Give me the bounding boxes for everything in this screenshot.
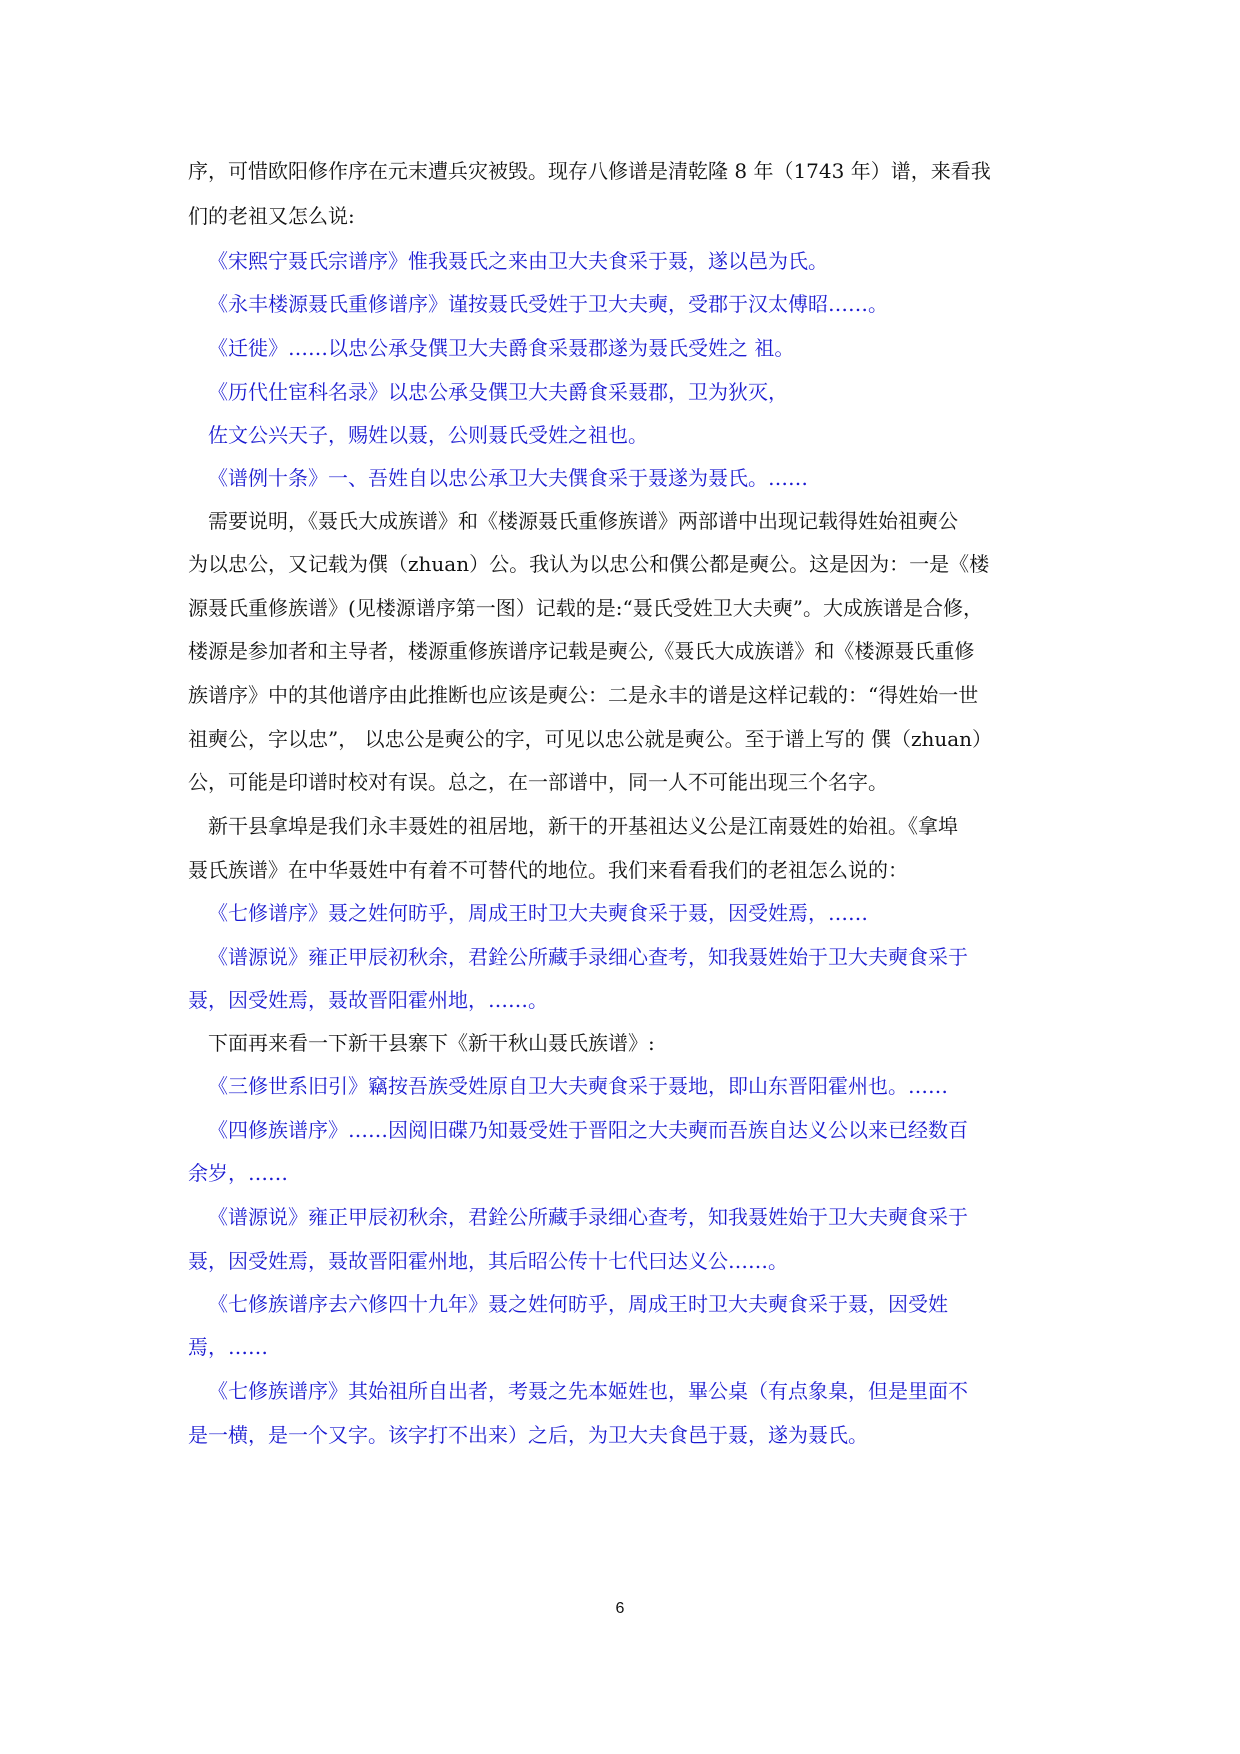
body-line: 新干县拿埠是我们永丰聂姓的祖居地，新干的开基祖达义公是江南聂姓的始祖。《拿埠	[208, 814, 958, 838]
body-line: 楼源是参加者和主导者，楼源重修族谱序记载是奭公,《聂氏大成族谱》和《楼源聂氏重修	[188, 639, 975, 663]
quoted-line: 余岁，……	[188, 1161, 288, 1185]
quoted-line: 聂，因受姓焉，聂故晋阳霍州地，……。	[188, 988, 548, 1012]
quoted-line: 《宋熙宁聂氏宗谱序》惟我聂氏之来由卫大夫食采于聂，遂以邑为氏。	[208, 249, 828, 273]
quoted-line: 是一横，是一个又字。该字打不出来）之后，为卫大夫食邑于聂，遂为聂氏。	[188, 1423, 868, 1447]
quoted-line: 佐文公兴天子，赐姓以聂，公则聂氏受姓之祖也。	[208, 423, 648, 447]
quoted-line: 《七修谱序》聂之姓何昉乎，周成王时卫大夫奭食采于聂，因受姓焉，……	[208, 901, 868, 925]
body-line: 为以忠公，又记载为僎（zhuan）公。我认为以忠公和僎公都是奭公。这是因为：一是《楼	[188, 552, 990, 576]
quoted-line: 焉，……	[188, 1335, 268, 1359]
quoted-line: 《谱源说》雍正甲辰初秋余，君銓公所藏手录细心查考，知我聂姓始于卫大夫奭食采于	[208, 945, 968, 969]
quoted-line: 《永丰楼源聂氏重修谱序》谨按聂氏受姓于卫大夫奭，受郡于汉太傅昭……。	[208, 292, 888, 316]
quoted-line: 《谱源说》雍正甲辰初秋余，君銓公所藏手录细心查考，知我聂姓始于卫大夫奭食采于	[208, 1205, 968, 1229]
quoted-line: 《迁徙》……以忠公承殳僎卫大夫爵食采聂郡遂为聂氏受姓之 祖。	[208, 336, 795, 360]
body-line: 们的老祖又怎么说:	[188, 204, 355, 228]
page-number: 6	[615, 1600, 625, 1617]
quoted-line: 《三修世系旧引》竊按吾族受姓原自卫大夫奭食采于聂地，即山东晋阳霍州也。……	[208, 1074, 948, 1098]
quoted-line: 《历代仕宦科名录》以忠公承殳僎卫大夫爵食采聂郡，卫为狄灭，	[208, 380, 788, 404]
quoted-line: 《七修族谱序》其始祖所自出者，考聂之先本姬姓也，畢公桌（有点象臬，但是里面不	[208, 1379, 968, 1403]
body-line: 序，可惜欧阳修作序在元末遭兵灾被毁。现存八修谱是清乾隆 8 年（1743 年）谱，来看我	[188, 159, 991, 183]
quoted-line: 《四修族谱序》……因阅旧碟乃知聂受姓于晋阳之大夫奭而吾族自达义公以来已经数百	[208, 1118, 968, 1142]
body-line: 公，可能是印谱时校对有误。总之，在一部谱中，同一人不可能出现三个名字。	[188, 770, 888, 794]
body-line: 源聂氏重修族谱》(见楼源谱序第一图）记载的是:“聂氏受姓卫大夫奭”。大成族谱是合修，	[188, 596, 983, 620]
body-line: 族谱序》中的其他谱序由此推断也应该是奭公：二是永丰的谱是这样记载的：“得姓始一世	[188, 683, 979, 707]
quoted-line: 《七修族谱序去六修四十九年》聂之姓何昉乎，周成王时卫大夫奭食采于聂，因受姓	[208, 1292, 948, 1316]
body-line: 祖奭公，字以忠”， 以忠公是奭公的字，可见以忠公就是奭公。至于谱上写的 僎（zhuan）	[188, 727, 993, 751]
quoted-line: 聂，因受姓焉，聂故晋阳霍州地，其后昭公传十七代曰达义公……。	[188, 1249, 788, 1273]
quoted-line: 《谱例十条》一、吾姓自以忠公承卫大夫僎食采于聂遂为聂氏。……	[208, 466, 808, 490]
body-line: 下面再来看一下新干县寨下《新干秋山聂氏族谱》:	[208, 1031, 655, 1055]
body-line: 聂氏族谱》在中华聂姓中有着不可替代的地位。我们来看看我们的老祖怎么说的：	[188, 858, 908, 882]
body-line: 需要说明，《聂氏大成族谱》和《楼源聂氏重修族谱》两部谱中出现记载得姓始祖奭公	[208, 509, 958, 533]
